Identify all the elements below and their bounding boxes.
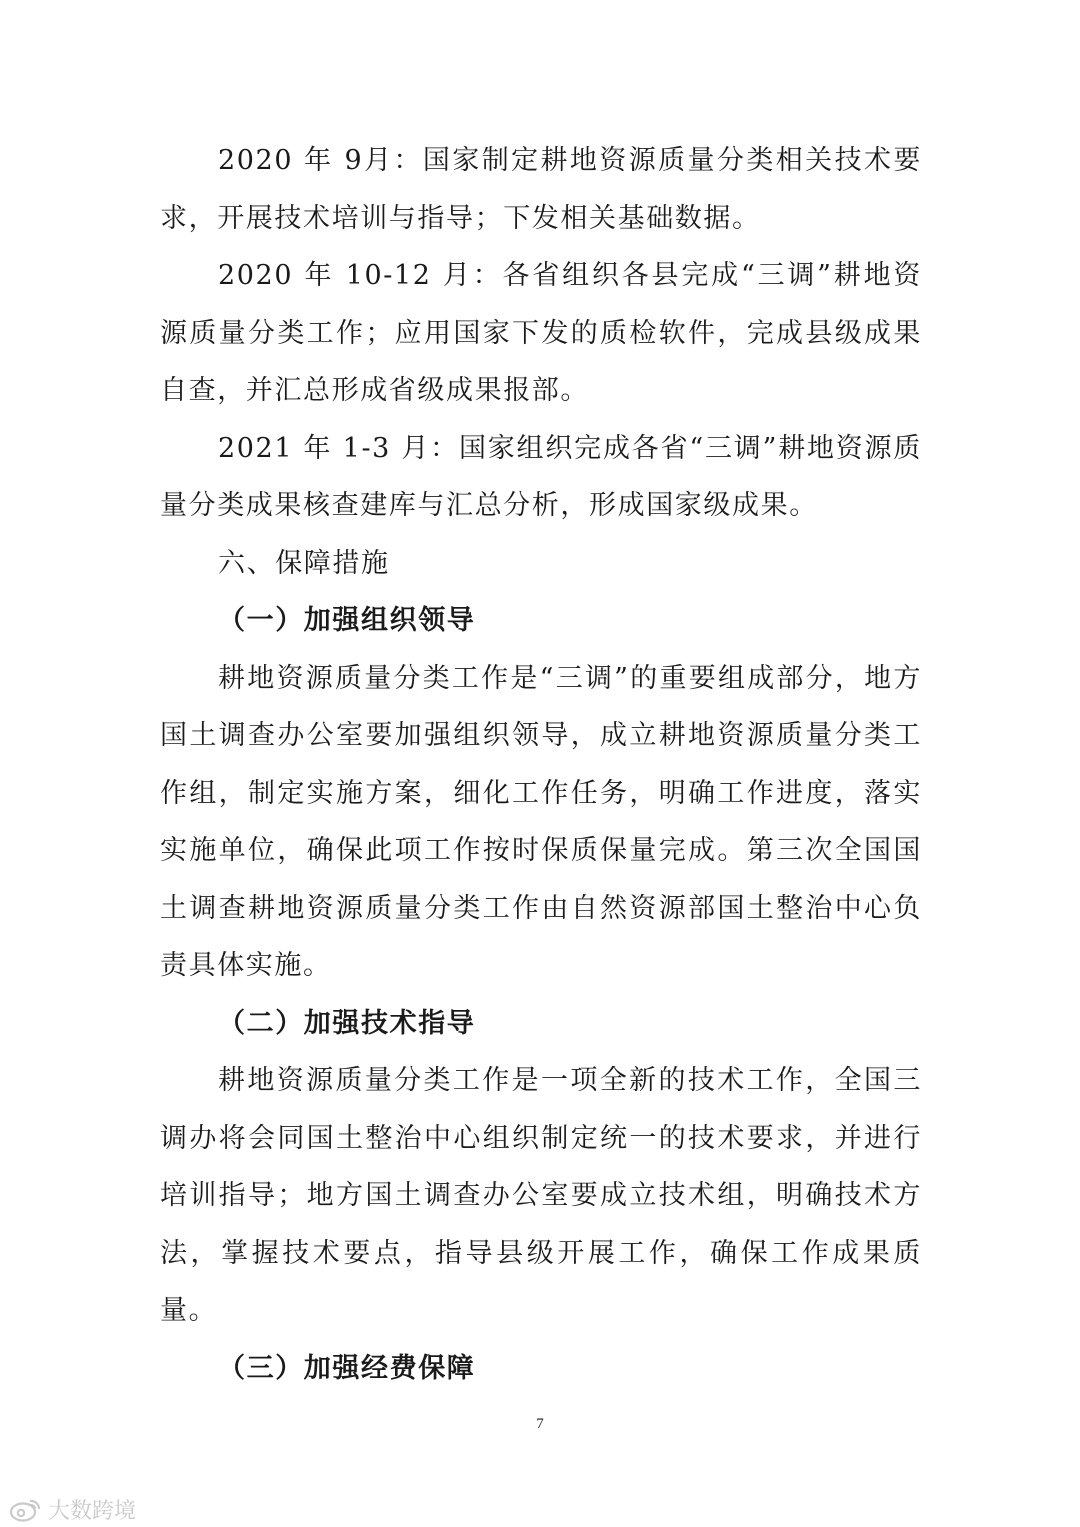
subheading-organization: （一）加强组织领导 bbox=[218, 605, 476, 636]
document-body bbox=[160, 132, 922, 1397]
paragraph-technical-guidance: 耕地资源质量分类工作是一项全新的技术工作，全国三调办将会同国土整治中心组织制定统一的技术要求，并进行培训指导；地方国土调查办公室要成立技术组，明确技术方法，掌握技术要点，指导县级开展工作，确保工作成果质量。 bbox=[160, 1065, 922, 1326]
paragraph-organization: 耕地资源质量分类工作是“三调”的重要组成部分，地方国土调查办公室要加强组织领导，成立耕地资源质量分类工作组，制定实施方案，细化工作任务，明确工作进度，落实实施单位，确保此项工作按时保质保量完成。第三次全国国土调查耕地资源质量分类工作由自然资源部国土整治中心负责具体实施。 bbox=[160, 662, 922, 981]
subheading-technical-guidance: （二）加强技术指导 bbox=[218, 1007, 476, 1039]
subheading-funding: （三）加强经费保障 bbox=[218, 1352, 476, 1384]
section-heading-safeguards: 六、保障措施 bbox=[218, 547, 390, 579]
page-number: 7 bbox=[536, 1416, 544, 1432]
paragraph-sept-2020: 2020 年 9月：国家制定耕地资源质量分类相关技术要求，开展技术培训与指导；下发相关基础数据。 bbox=[160, 145, 922, 234]
watermark bbox=[8, 1494, 136, 1525]
weibo-logo-icon bbox=[8, 1497, 42, 1523]
paragraph-oct-dec-2020: 2020 年 10-12 月：各省组织各县完成“三调”耕地资源质量分类工作；应用国家下发的质检软件，完成县级成果自查，并汇总形成省级成果报部。 bbox=[160, 260, 922, 406]
watermark-text: 大数跨境 bbox=[48, 1499, 137, 1524]
paragraph-jan-mar-2021: 2021 年 1-3 月：国家组织完成各省“三调”耕地资源质量分类成果核查建库与汇总分析，形成国家级成果。 bbox=[160, 432, 922, 521]
